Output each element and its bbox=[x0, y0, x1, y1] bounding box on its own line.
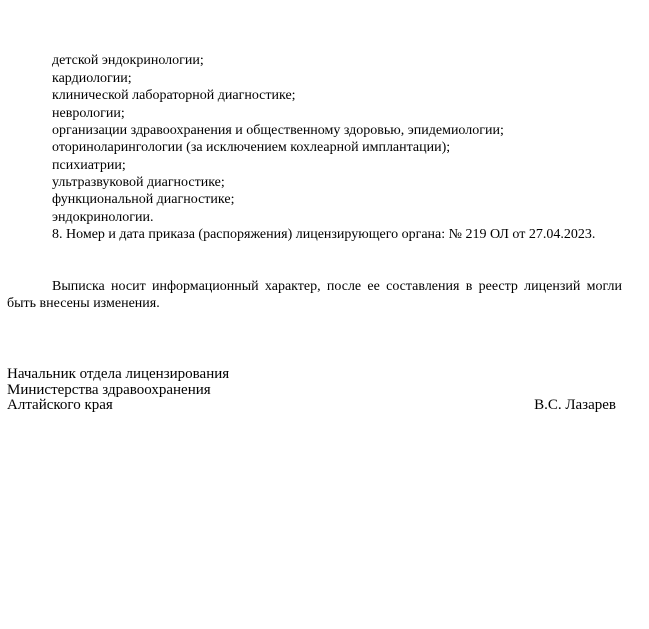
order-paragraph bbox=[7, 226, 622, 243]
list-item: оториноларингологии (за исключением кохлеарной имплантации); bbox=[52, 140, 451, 155]
signatory-position-line: Министерства здравоохранения bbox=[7, 382, 211, 398]
order-text: 8. Номер и дата приказа (распоряжения) лицензирующего органа: № 219 ОЛ от 27.04.2023. bbox=[52, 227, 596, 242]
notice-text: Выписка носит информационный характер, после ее составления в реестр лицензий могли быть внесены изменения. bbox=[7, 279, 622, 311]
signatory-name: В.С. Лазарев bbox=[534, 397, 616, 413]
notice-paragraph bbox=[7, 278, 622, 312]
list-item: кардиологии; bbox=[52, 71, 132, 86]
list-item: функциональной диагностике; bbox=[52, 192, 235, 207]
list-item: ультразвуковой диагностике; bbox=[52, 175, 225, 190]
list-item: детской эндокринологии; bbox=[52, 53, 204, 68]
list-item: неврологии; bbox=[52, 106, 125, 121]
list-item: эндокринологии. bbox=[52, 210, 154, 225]
list-item: организации здравоохранения и общественному здоровью, эпидемиологии; bbox=[52, 123, 504, 138]
list-item: психиатрии; bbox=[52, 158, 126, 173]
signatory-position-line: Алтайского края bbox=[7, 397, 113, 413]
list-item: клинической лабораторной диагностике; bbox=[52, 88, 296, 103]
signatory-position-line: Начальник отдела лицензирования bbox=[7, 366, 230, 382]
